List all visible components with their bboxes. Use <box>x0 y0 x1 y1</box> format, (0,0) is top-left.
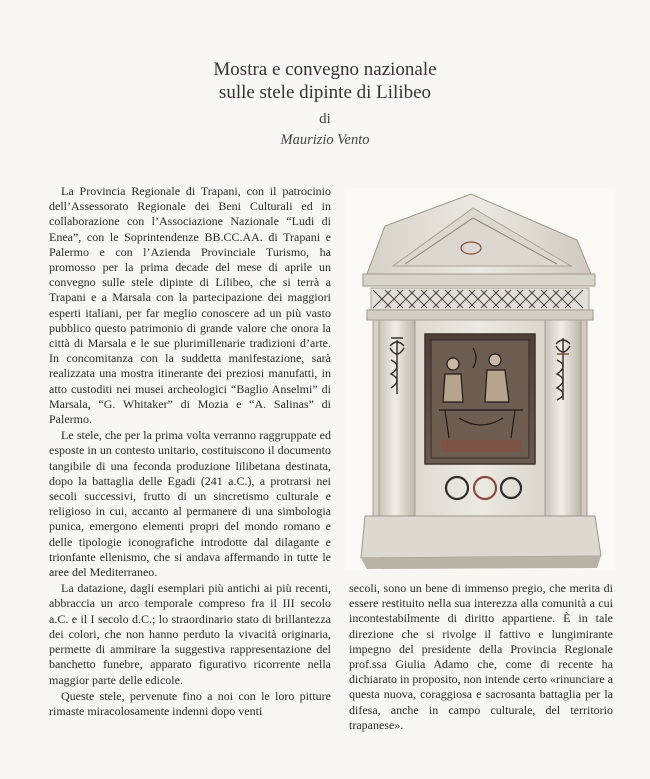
author-name: Maurizio Vento <box>280 132 370 148</box>
title-line-2: sulle stele dipinte di Lilibeo <box>218 82 432 103</box>
painted-stele-photo-icon <box>345 188 615 570</box>
paragraph-2: Le stele, che per la prima volta verranno raggruppate ed esposte in un contesto unitario, costituiscono il documento tangibile di una feconda produzione lilibetana destinata, dopo la battaglia delle Egadi (241 a.C.), a protrarsi nei secoli successivi, frutto di un sincretismo culturale e religioso in cui, accanto al permanere di una simbologia punica, emergono elementi propri del mondo romano e delle tipologie iconografiche introdotte dal dilagante e trionfante ellenismo, che si andava affermando in tutte le aree del Mediterraneo. <box>49 428 331 580</box>
paragraph-1: La Provincia Regionale di Trapani, con il patrocinio dell’Assessorato Regionale dei Beni Culturali ed in collaborazione con l’Associazione Nazionale “Ludi di Enea”, con le Soprintendenze BB.CC.AA. di Trapani e Palermo e con l’Azienda Provinciale Turismo, ha promosso per la prima decade del mese di aprile un convegno sulle stele dipinte di Lilibeo, che si terrà a Trapani e a Marsala con la partecipazione dei maggiori esperti italiani, per far meglio conoscere ad un più vasto pubblico questo patrimonio di grande valore che onora la città di Marsala e le sue plurimillenarie tradizioni d’arte. In concomitanza con la suddetta manifestazione, sarà realizzata una mostra itinerante dei preziosi manufatti, in atto custoditi nei musei archeologici “Baglio Anselmi” di Marsala, “G. Whitaker” di Mozia e “A. Salinas” di Palermo. <box>49 184 331 427</box>
paragraph-5: secoli, sono un bene di immenso pregio, che merita di essere restituito nella sua interezza alla comunità a cui incontestabilmente di diritto appartiene. È in tale direzione che si rivolge il fattivo e lungimirante impegno del presidente della Provincia Regionale prof.ssa Giulia Adamo che, come di recente ha dichiarato in proposito, non intende certo «rinunciare a questa nuova, coraggiosa e sacrosanta battaglia per la difesa, anche in campo culturale, del territorio trapanese». <box>349 581 613 732</box>
left-column <box>49 184 331 719</box>
article-title <box>0 58 650 104</box>
byline-di: di <box>319 111 331 127</box>
right-column <box>349 581 613 733</box>
paragraph-3: La datazione, dagli esemplari più antichi ai più recenti, abbraccia un arco temporale compreso fra il III secolo a.C. e il I secolo d.C.; lo straordinario stato di brillantezza dei colori, che non hanno perduto la vivacità originaria, permette di ammirare la suggestiva rappresentazione del banchetto funebre, apparato figurativo ricorrente nella maggior parte delle edicole. <box>49 581 331 687</box>
stele-photo <box>345 188 615 570</box>
paragraph-4: Queste stele, pervenute fino a noi con le loro pitture rimaste miracolosamente indenni dopo venti <box>49 688 331 718</box>
article-header <box>0 58 650 149</box>
title-line-1: Mostra e convegno nazionale <box>213 59 437 80</box>
